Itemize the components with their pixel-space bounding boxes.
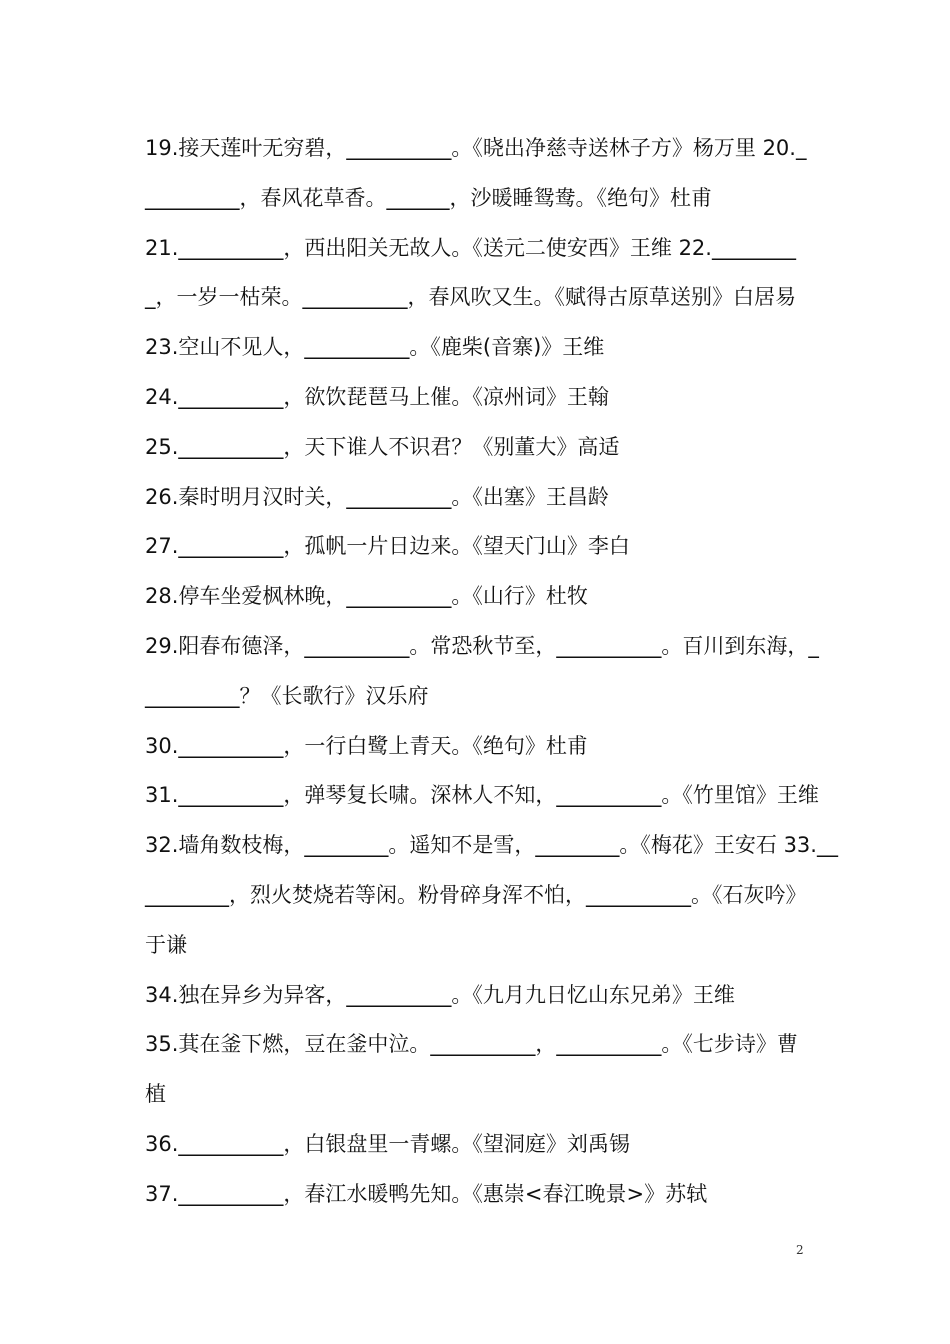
page-number: 2 — [796, 1243, 804, 1257]
text-line: 26.秦时明月汉时关，__________。《出塞》王昌龄 — [145, 484, 609, 509]
text-line: 19.接天莲叶无穷碧，__________。《晓出净慈寺送林子方》杨万里 20._ — [145, 136, 807, 160]
text-line: 35.萁在釜下燃，豆在釜中泣。__________，__________。《七步诗》曹 — [145, 1032, 798, 1057]
text-line: 28.停车坐爱枫林晚，__________。《山行》杜牧 — [145, 584, 588, 609]
text-line: _，一岁一枯荣。__________，春风吹又生。《赋得古原草送别》白居易 — [145, 285, 796, 310]
text-line: 24.__________，欲饮琵琶马上催。《凉州词》王翰 — [145, 384, 609, 409]
text-line: 30.__________，一行白鹭上青天。《绝句》杜甫 — [145, 733, 588, 758]
text-line: 植 — [145, 1082, 166, 1107]
text-line: 32.墙角数枝梅，________。遥知不是雪，________。《梅花》王安石 33.__ — [145, 833, 838, 858]
text-line: _________，春风花草香。______，沙暖睡鸳鸯。《绝句》杜甫 — [145, 185, 712, 210]
text-line: _________？《长歌行》汉乐府 — [145, 683, 429, 708]
text-line: 于谦 — [145, 932, 187, 957]
text-line: 37.__________，春江水暖鸭先知。《惠崇<春江晚景>》苏轼 — [145, 1181, 708, 1206]
text-line: 29.阳春布德泽，__________。常恐秋节至，__________。百川到东海，_ — [145, 633, 819, 658]
text-line: 23.空山不见人，__________。《鹿柴(音寨)》王维 — [145, 335, 605, 360]
text-line: 27.__________，孤帆一片日边来。《望天门山》李白 — [145, 534, 630, 559]
text-line: 36.__________，白银盘里一青螺。《望洞庭》刘禹锡 — [145, 1131, 630, 1156]
text-line: ________，烈火焚烧若等闲。粉骨碎身浑不怕，__________。《石灰吟》 — [145, 882, 807, 907]
text-line: 31.__________，弹琴复长啸。深林人不知，__________。《竹里馆》王维 — [145, 783, 819, 808]
text-line: 21.__________，西出阳关无故人。《送元二使安西》王维 22.________ — [145, 235, 796, 260]
text-line: 25.__________，天下谁人不识君？《别董大》高适 — [145, 434, 620, 459]
document-body — [145, 124, 838, 1220]
text-line: 34.独在异乡为异客，__________。《九月九日忆山东兄弟》王维 — [145, 982, 735, 1007]
